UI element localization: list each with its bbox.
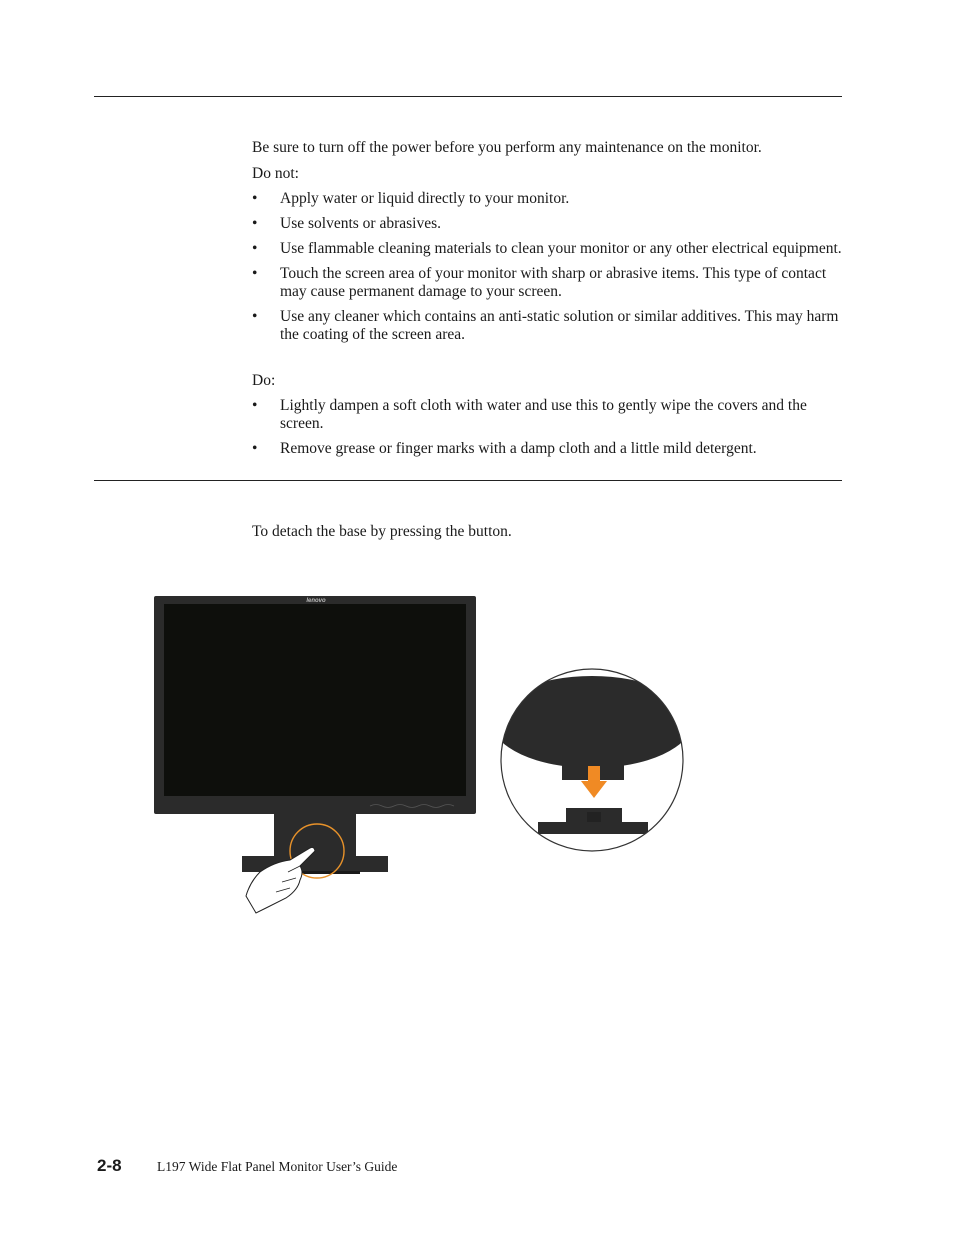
list-item: • Apply water or liquid directly to your monitor. (252, 190, 570, 207)
list-item: • Lightly dampen a soft cloth with water and use this to gently wipe the covers and the screen. (252, 397, 807, 432)
detail-zoom (490, 669, 690, 851)
bullet: • (252, 440, 258, 457)
detach-instruction: To detach the base by pressing the button. (252, 523, 512, 540)
bullet: • (252, 190, 258, 207)
list-item: • Touch the screen area of your monitor with sharp or abrasive items. This type of contact may cause permanent damage to your screen. (252, 265, 827, 300)
document-title: L197 Wide Flat Panel Monitor User’s Guide (157, 1159, 398, 1174)
brand-logo: lenovo (306, 598, 326, 604)
do-not-heading: Do not: (252, 165, 299, 182)
do-list (252, 397, 842, 465)
bullet: • (252, 215, 258, 232)
do-not-list (252, 190, 842, 351)
list-item: • Remove grease or finger marks with a damp cloth and a little mild detergent. (252, 440, 757, 457)
top-rule (94, 96, 842, 97)
page-number: 2-8 (97, 1156, 122, 1175)
bullet: • (252, 240, 258, 257)
section-rule (94, 480, 842, 481)
intro-paragraph: Be sure to turn off the power before you perform any maintenance on the monitor. (252, 139, 762, 156)
bullet: • (252, 308, 258, 325)
bullet: • (252, 265, 258, 282)
detach-base-illustration (150, 590, 690, 920)
monitor-front (154, 596, 476, 814)
list-item: • Use flammable cleaning materials to clean your monitor or any other electrical equipment. (252, 240, 842, 257)
bullet: • (252, 397, 258, 414)
monitor-stand (242, 814, 388, 874)
list-item: • Use solvents or abrasives. (252, 215, 441, 232)
do-heading: Do: (252, 372, 276, 389)
list-item: • Use any cleaner which contains an anti-static solution or similar additives. This may harm the coating of the screen area. (252, 308, 839, 343)
